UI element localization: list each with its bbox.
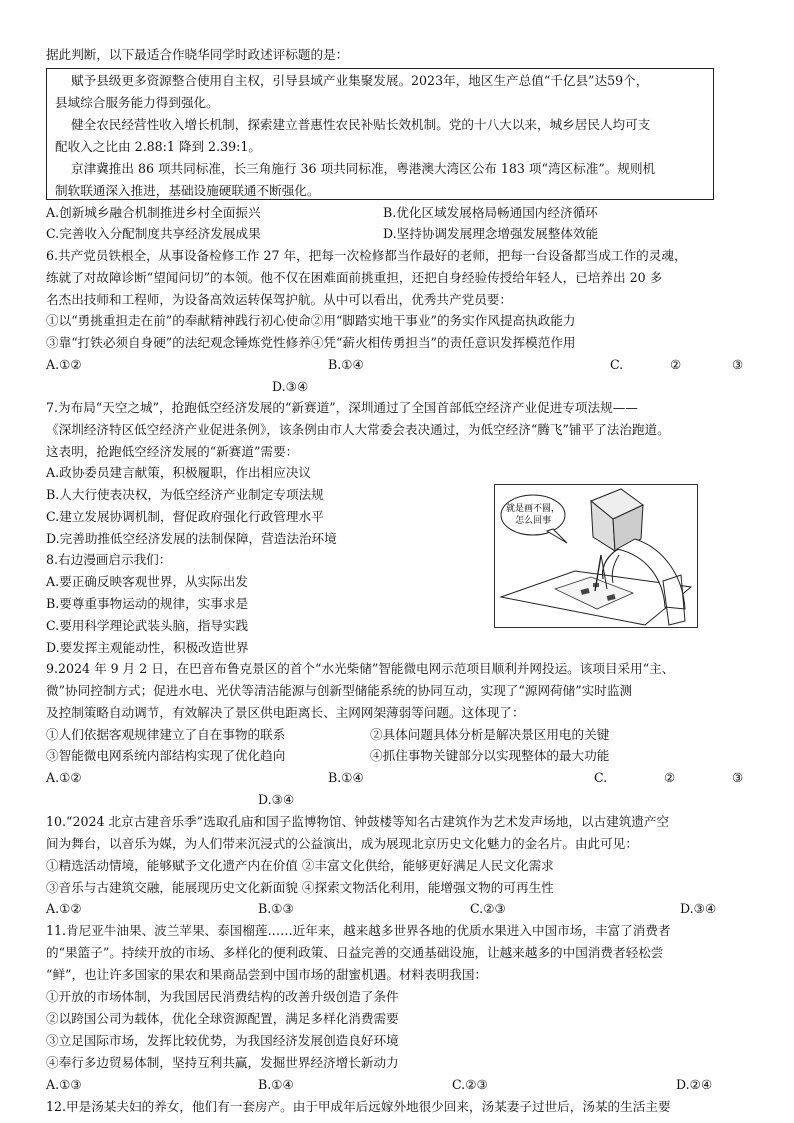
q7-option-b[interactable]: B.人大行使表决权，为低空经济产业制定专项法规 bbox=[46, 487, 324, 502]
q6-option-c-part: ② bbox=[670, 357, 682, 372]
q9-option-c[interactable]: C. bbox=[594, 770, 608, 785]
q7-stem-line: 《深圳经济特区低空经济产业促进条例》，该条例由市人大常委会表决通过，为低空经济“腾飞”铺平了法治跑道。 bbox=[46, 422, 670, 437]
cartoon-drawing bbox=[495, 485, 697, 627]
q5-box-line: 县域综合服务能力得到强化。 bbox=[55, 95, 219, 110]
q5-option-c[interactable]: C.完善收入分配制度共享经济发展成果 bbox=[46, 226, 261, 241]
q10-option-b[interactable]: B.①③ bbox=[258, 901, 294, 916]
q6-option-a[interactable]: A.①② bbox=[46, 357, 82, 372]
q9-stem-line: 微”协同控制方式；促进水电、光伏等清洁能源与创新型储能系统的协同互动，实现了“源网荷储”实时监测 bbox=[46, 683, 633, 698]
q7-stem-line: 这表明，抢跑低空经济发展的“新赛道”需要： bbox=[46, 444, 299, 459]
q6-statement-line: ①以“勇挑重担走在前”的奉献精神践行初心使命②用“脚踏实地干事业”的务实作风提高执政能力 bbox=[46, 313, 576, 328]
q11-option-b[interactable]: B.①④ bbox=[258, 1077, 294, 1092]
q8-cartoon bbox=[494, 484, 698, 628]
q8-option-d[interactable]: D.要发挥主观能动性，积极改造世界 bbox=[46, 640, 249, 655]
q7-option-a[interactable]: A.政协委员建言献策，积极履职，作出相应决议 bbox=[46, 465, 311, 480]
q5-option-a[interactable]: A.创新城乡融合机制推进乡村全面振兴 bbox=[46, 205, 261, 220]
q9-statement-1: ①人们依据客观规律建立了自在事物的联系 bbox=[46, 727, 286, 742]
cartoon-caption-line2: 怎么回事 bbox=[514, 516, 552, 526]
q10-option-d[interactable]: D.③④ bbox=[680, 901, 717, 916]
q5-box-line: 配收入之比由 2.88:1 降到 2.39:1。 bbox=[55, 139, 261, 154]
q5-box-line: 京津冀推出 86 项共同标准，长三角施行 36 项共同标准，粤港澳大湾区公布 183 项“湾区标准”。规则机 bbox=[71, 161, 656, 176]
q5-intro: 据此判断，以下最适合作晓华同学时政述评标题的是： bbox=[46, 47, 349, 62]
q8-option-a[interactable]: A.要正确反映客观世界，从实际出发 bbox=[46, 574, 249, 589]
q11-statement-line: ④奉行多边贸易体制，坚持互利共赢，发掘世界经济增长新动力 bbox=[46, 1055, 399, 1070]
q6-statement-line: ③靠“打铁必须自身硬”的法纪观念锤炼党性修养④凭“薪火相传勇担当”的责任意识发挥模范作用 bbox=[46, 335, 576, 350]
q6-option-d[interactable]: D.③④ bbox=[272, 379, 309, 394]
q5-option-b[interactable]: B.优化区域发展格局畅通国内经济循环 bbox=[383, 205, 598, 220]
q9-stem-line: 9.2024 年 9 月 2 日，在巴音布鲁克景区的首个“水光柴储”智能微电网示范项目顺利并网投运。该项目采用“主、 bbox=[46, 661, 675, 676]
q11-stem-line: “鲜”，也让许多国家的果农和果商品尝到中国市场的甜蜜机遇。材料表明我国： bbox=[46, 967, 488, 982]
q10-stem-line: 间为舞台，以音乐为媒，为人们带来沉浸式的公益演出，成为展现北京历史文化魅力的金名片。由此可见： bbox=[46, 836, 638, 851]
q6-option-c[interactable]: C. bbox=[610, 357, 624, 372]
q11-option-c[interactable]: C.②③ bbox=[452, 1077, 488, 1092]
q11-statement-line: ①开放的市场体制，为我国居民消费结构的改善升级创造了条件 bbox=[46, 989, 399, 1004]
q9-statement-4: ④抓住事物关键部分以实现整体的最大功能 bbox=[370, 748, 610, 763]
q5-box-line: 制软联通深入推进，基础设施硬联通不断强化。 bbox=[55, 183, 320, 198]
q11-statement-line: ②以跨国公司为载体，优化全球资源配置，满足多样化消费需要 bbox=[46, 1011, 399, 1026]
q9-statement-3: ③智能微电网系统内部结构实现了优化趋向 bbox=[46, 748, 286, 763]
q11-stem-line: 11.肯尼亚牛油果、波兰苹果、泰国榴莲……近年来，越来越多世界各地的优质水果进入中国市场，丰富了消费者 bbox=[46, 923, 671, 938]
q9-option-c-part: ③ bbox=[732, 770, 744, 785]
q10-statement-line: ③音乐与古建筑交融，能展现历史文化新面貌 ④探索文物活化利用，能增强文物的可再生性 bbox=[46, 880, 554, 895]
q9-statement-2: ②具体问题具体分析是解决景区用电的关键 bbox=[370, 727, 610, 742]
q10-option-a[interactable]: A.①② bbox=[46, 901, 82, 916]
q9-option-b[interactable]: B.①④ bbox=[328, 770, 364, 785]
q9-option-d[interactable]: D.③④ bbox=[258, 792, 295, 807]
q11-option-d[interactable]: D.②④ bbox=[676, 1077, 713, 1092]
q8-option-c[interactable]: C.要用科学理论武装头脑，指导实践 bbox=[46, 618, 249, 633]
cartoon-caption-line1: 就是画不圆， bbox=[505, 504, 561, 514]
q9-option-a[interactable]: A.①② bbox=[46, 770, 82, 785]
q8-stem: 8.右边漫画启示我们： bbox=[46, 552, 172, 567]
q8-option-b[interactable]: B.要尊重事物运动的规律，实事求是 bbox=[46, 596, 249, 611]
q6-stem-line: 6.共产党员铁根全，从事设备检修工作 27 年，把每一次检修都当作最好的老师，把每一台设备都当成工作的灵魂， bbox=[46, 248, 687, 263]
q5-box-line: 健全农民经营性收入增长机制，探索建立普惠性农民补贴长效机制。党的十八大以来，城乡居民人均可支 bbox=[71, 117, 651, 132]
q11-option-a[interactable]: A.①③ bbox=[46, 1077, 82, 1092]
q6-option-b[interactable]: B.①④ bbox=[328, 357, 364, 372]
q6-stem-line: 名杰出技师和工程师，为设备高效运转保驾护航。从中可以看出，优秀共产党员要： bbox=[46, 292, 512, 307]
q7-option-d[interactable]: D.完善助推低空经济发展的法制保障，营造法治环境 bbox=[46, 531, 337, 546]
q7-option-c[interactable]: C.建立发展协调机制，督促政府强化行政管理水平 bbox=[46, 509, 324, 524]
q5-box-line: 赋予县级更多资源整合使用自主权，引导县域产业集聚发展。2023年，地区生产总值“千亿县”达59个， bbox=[71, 73, 649, 88]
q7-stem-line: 7.为布局“天空之城”，抢跑低空经济发展的“新赛道”，深圳通过了全国首部低空经济产业促进专项法规—— bbox=[46, 400, 638, 415]
q11-statement-line: ③立足国际市场，发挥比较优势，为我国经济发展创造良好环境 bbox=[46, 1033, 399, 1048]
q9-option-c-part: ② bbox=[664, 770, 676, 785]
q11-stem-line: 的“果篮子”。持续开放的市场、多样化的便利政策、日益完善的交通基础设施，让越来越多的中国消费者轻松尝 bbox=[46, 945, 664, 960]
q10-stem-line: 10.“2024 北京古建音乐季”选取孔庙和国子监博物馆、钟鼓楼等知名古建筑作为艺术发声场地，以古建筑遗产空 bbox=[46, 814, 670, 829]
q12-stem-line: 12.甲是汤某夫妇的养女，他们有一套房产。由于甲成年后远嫁外地很少回来，汤某妻子过世后，汤某的生活主要 bbox=[46, 1099, 671, 1114]
q10-option-c[interactable]: C.②③ bbox=[470, 901, 506, 916]
q6-option-c-part: ③ bbox=[732, 357, 744, 372]
q9-stem-line: 及控制策略自动调节，有效解决了景区供电距离长、主网网架薄弱等问题。这体现了： bbox=[46, 705, 525, 720]
q6-stem-line: 练就了对故障诊断“望闻问切”的本领。他不仅在困难面前挑重担，还把自身经验传授给年轻人，已培养出 20 多 bbox=[46, 270, 663, 285]
q5-option-d[interactable]: D.坚持协调发展理念增强发展整体效能 bbox=[383, 226, 599, 241]
q10-statement-line: ①精选活动情境，能够赋予文化遗产内在价值 ②丰富文化供给，能够更好满足人民文化需求 bbox=[46, 858, 554, 873]
